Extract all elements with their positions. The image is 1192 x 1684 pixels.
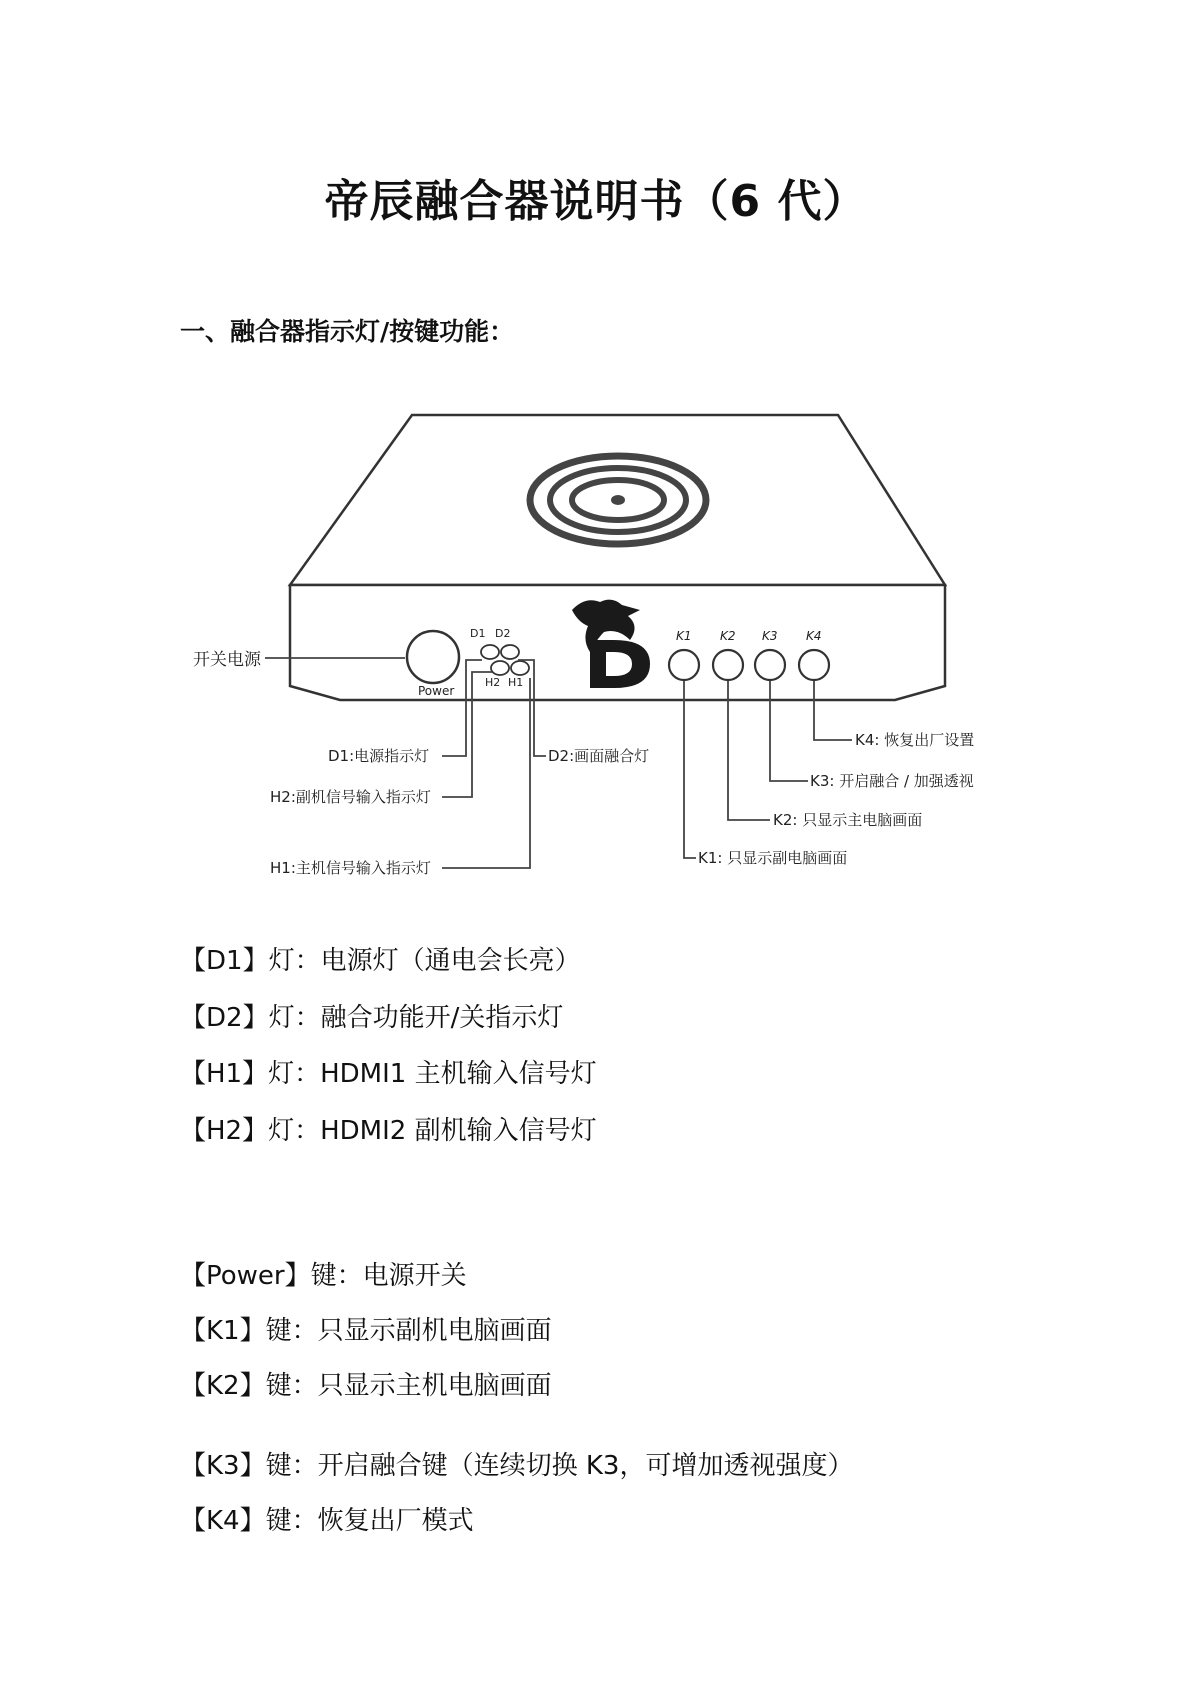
callout-k2: K2: 只显示主电脑画面 bbox=[773, 811, 923, 829]
k2-mark: K2 bbox=[720, 629, 736, 643]
light-desc-d2: 【D2】灯：融合功能开/关指示灯 bbox=[180, 1003, 564, 1033]
light-desc-h1: 【H1】灯：HDMI1 主机输入信号灯 bbox=[180, 1059, 597, 1089]
callout-h2: H2:副机信号输入指示灯 bbox=[270, 788, 431, 806]
key-desc-k1: 【K1】键：只显示副机电脑画面 bbox=[180, 1316, 552, 1346]
light-desc-h2: 【H2】灯：HDMI2 副机输入信号灯 bbox=[180, 1116, 597, 1146]
callout-h1: H1:主机信号输入指示灯 bbox=[270, 859, 431, 877]
d1-mark: D1 bbox=[470, 627, 486, 640]
callout-d1: D1:电源指示灯 bbox=[328, 747, 430, 765]
h1-mark: H1 bbox=[508, 676, 524, 689]
callout-power-switch: 开关电源 bbox=[193, 650, 261, 670]
k1-mark: K1 bbox=[676, 629, 692, 643]
power-mark: Power bbox=[418, 684, 455, 698]
section-heading: 一、融合器指示灯/按键功能： bbox=[180, 317, 515, 346]
callout-k3: K3: 开启融合 / 加强透视 bbox=[810, 772, 974, 790]
key-desc-power: 【Power】键：电源开关 bbox=[180, 1261, 467, 1291]
callout-k4: K4: 恢复出厂设置 bbox=[855, 731, 975, 749]
key-desc-k2: 【K2】键：只显示主机电脑画面 bbox=[180, 1371, 552, 1401]
h2-mark: H2 bbox=[485, 676, 501, 689]
k3-mark: K3 bbox=[762, 629, 778, 643]
document-title: 帝辰融合器说明书（6 代） bbox=[324, 176, 868, 227]
key-desc-k4: 【K4】键：恢复出厂模式 bbox=[180, 1506, 474, 1536]
power-button bbox=[407, 631, 459, 683]
d2-mark: D2 bbox=[495, 627, 511, 640]
callout-k1: K1: 只显示副电脑画面 bbox=[698, 849, 848, 867]
callout-d2: D2:画面融合灯 bbox=[548, 747, 650, 765]
light-desc-d1: 【D1】灯：电源灯（通电会长亮） bbox=[180, 946, 581, 976]
k4-mark: K4 bbox=[806, 629, 822, 643]
key-desc-k3: 【K3】键：开启融合键（连续切换 K3，可增加透视强度） bbox=[180, 1451, 854, 1481]
